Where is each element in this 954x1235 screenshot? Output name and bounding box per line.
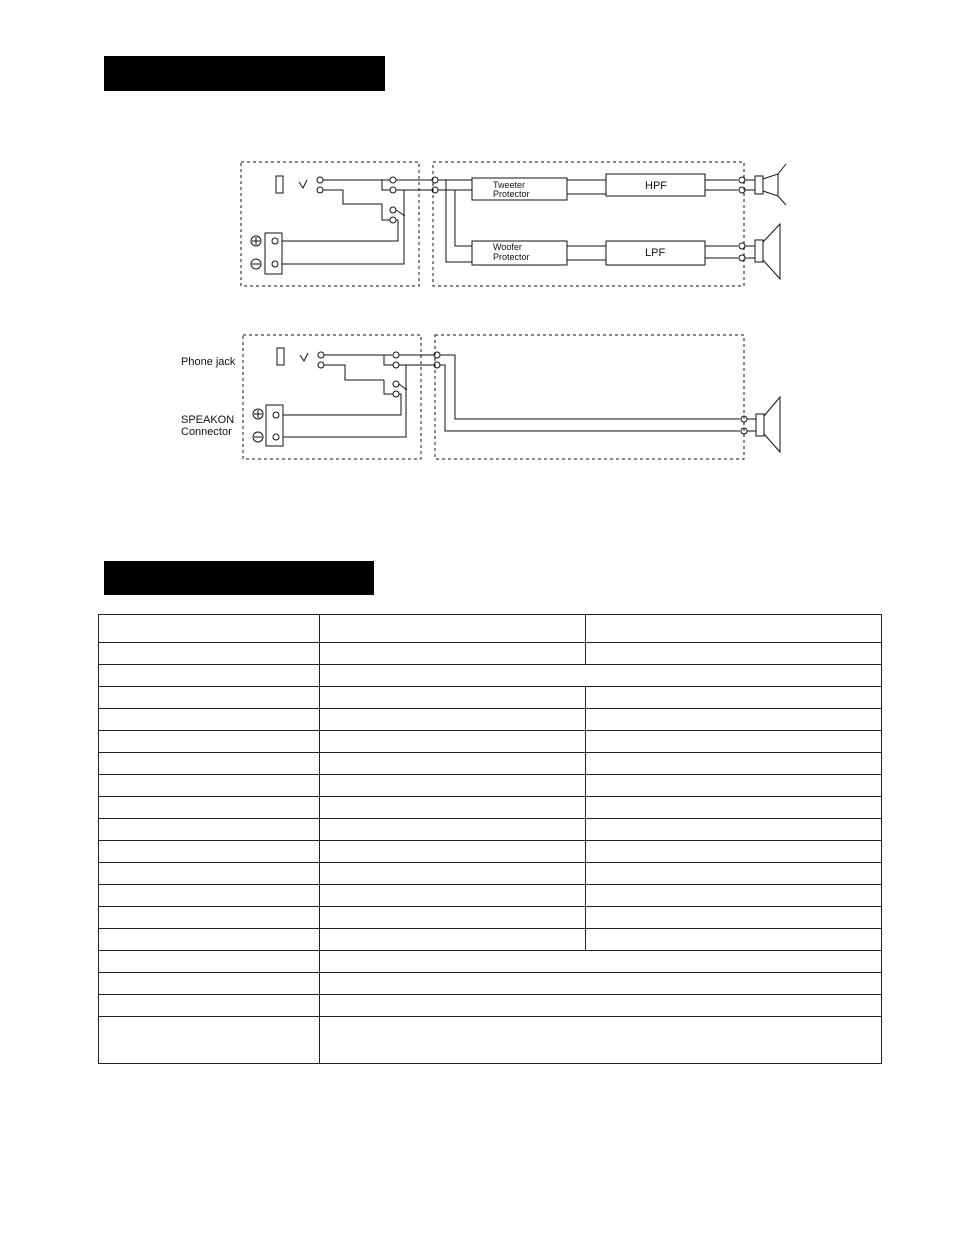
table-row xyxy=(99,687,882,709)
table-row xyxy=(99,995,882,1017)
table-row xyxy=(99,797,882,819)
table-row xyxy=(99,643,882,665)
table-row xyxy=(99,973,882,995)
tweeter-protector-label: Tweeter xyxy=(493,180,526,190)
phone-jack-symbol-bottom xyxy=(277,348,284,365)
table-row xyxy=(99,665,882,687)
woofer-protector-label: Woofer xyxy=(493,242,522,252)
spec-table xyxy=(98,614,882,1064)
section-header-bottom xyxy=(104,561,374,595)
woofer-protector-label-2: Protector xyxy=(493,252,530,262)
speakon-symbol-top xyxy=(265,233,282,274)
lpf-label: LPF xyxy=(645,247,666,259)
table-row xyxy=(99,753,882,775)
table-row xyxy=(99,885,882,907)
table-row xyxy=(99,1017,882,1064)
table-row xyxy=(99,841,882,863)
speakon-label-2: Connector xyxy=(181,426,232,438)
table-row xyxy=(99,819,882,841)
input-panel-box-top xyxy=(241,162,419,286)
hpf-label: HPF xyxy=(645,180,667,192)
table-row xyxy=(99,929,882,951)
phone-jack-label: Phone jack xyxy=(181,356,236,368)
wiring-diagram xyxy=(0,0,954,520)
tweeter-horn-icon xyxy=(755,164,786,205)
table-row xyxy=(99,951,882,973)
woofer-cone-icon-bottom xyxy=(756,397,780,452)
table-row xyxy=(99,863,882,885)
network-box-bottom xyxy=(435,335,744,459)
tweeter-protector-label-2: Protector xyxy=(493,189,530,199)
table-row xyxy=(99,709,882,731)
phone-jack-symbol-top xyxy=(276,176,283,193)
network-box-top xyxy=(433,162,744,286)
table-row xyxy=(99,615,882,643)
table-row xyxy=(99,731,882,753)
table-row xyxy=(99,907,882,929)
speakon-label: SPEAKON xyxy=(181,414,235,426)
table-row xyxy=(99,775,882,797)
woofer-cone-icon xyxy=(755,224,780,279)
